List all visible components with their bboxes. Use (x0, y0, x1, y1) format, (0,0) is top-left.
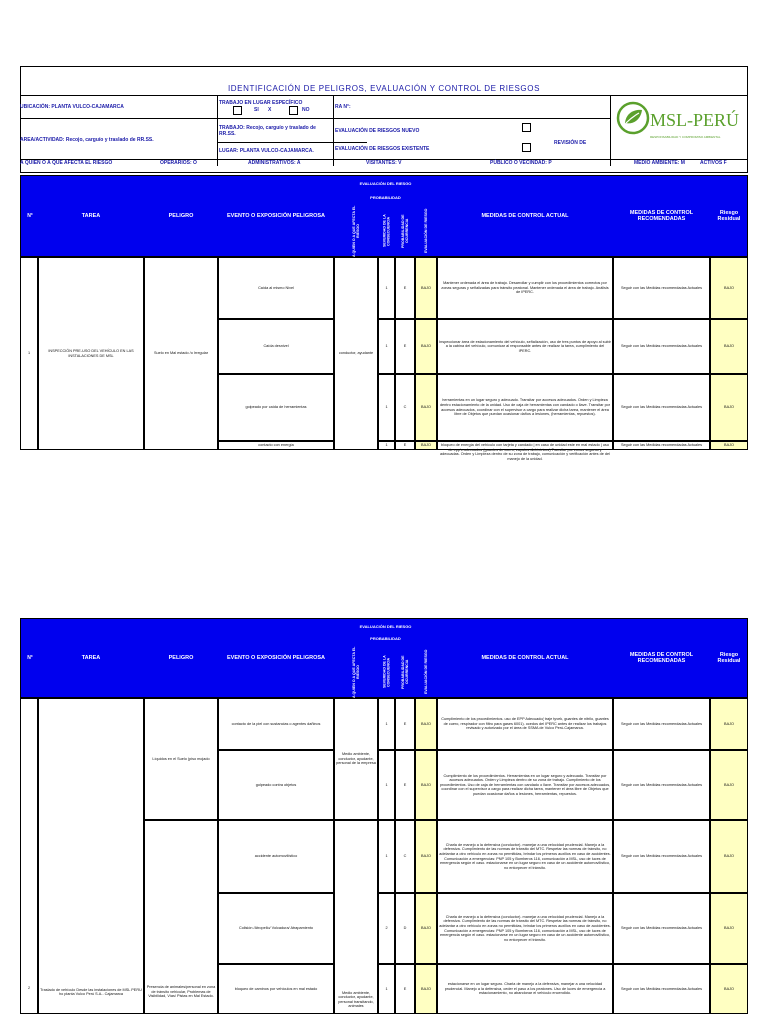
eval-existente-label: EVALUACIÓN DE RIESGOS EXISTENTE (335, 146, 430, 152)
col-evaluacion-riesgo: EVALUACIÓN DE RIESGO (424, 208, 428, 254)
col-evaluacion-riesgo: EVALUACIÓN DE RIESGO (424, 649, 428, 695)
t2-sev: 1 (378, 964, 395, 1014)
t2-res: BAJO (710, 893, 748, 964)
t2-prob: E (395, 964, 415, 1014)
msl-logo (614, 98, 746, 146)
col-probabilidad: PROBABILIDAD (370, 635, 401, 641)
t2-eval: BAJO (415, 750, 437, 820)
col-evaluacion: EVALUACIÓN DEL RIESGO (359, 623, 412, 629)
t2-res: BAJO (710, 820, 748, 893)
t2-sev: 1 (378, 820, 395, 893)
col-severidad: SEVERIDAD DE LA CONSECUENCIA (382, 214, 391, 248)
t2-sev: 1 (378, 750, 395, 820)
ubicacion-label: UBICACIÓN: PLANTA VULCO-CAJAMARCA (20, 104, 124, 110)
eval-nuevo-checkbox[interactable] (522, 123, 531, 132)
col-tarea: TAREA (81, 213, 101, 219)
header-vline-1 (217, 95, 218, 166)
col-prob-ocurrencia: PROBABILIDAD DE OCURRENCIA (401, 214, 409, 248)
t2-res: BAJO (710, 964, 748, 1014)
t2-tarea: Traslado de vehículo Desde las instalaciones de MSL PERU ho planta Vulco Perú S.A.- Cajamarca (38, 698, 144, 1014)
col-evento: EVENTO O EXPOSICIÓN PELIGROSA (226, 213, 325, 219)
t2-prob: D (395, 893, 415, 964)
header-vline-3 (610, 95, 611, 166)
t2-res: BAJO (710, 750, 748, 820)
legend-visitantes: VISITANTES: V (366, 160, 402, 166)
t2-evento: bloqueo de caminos por vehículos en mal estado (218, 964, 334, 1014)
area-actividad-label: AREA/ACTIVIDAD: Recojo, carguío y traslado de RR.SS. (20, 137, 154, 143)
legend-afecta: A QUIEN O A QUE AFECTA EL RIESGO (20, 160, 113, 166)
col-prob-ocurrencia: PROBABILIDAD DE OCURRENCIA (401, 655, 409, 689)
legend-medio-ambiente: MEDIO AMBIENTE: M (634, 160, 685, 166)
t1-sev: 1 (378, 257, 395, 319)
t1-eval: BAJO (415, 374, 437, 441)
t1-eval: BAJO (415, 441, 437, 450)
t1-prob: C (395, 374, 415, 441)
si-label: SI (254, 107, 259, 113)
t2-medida: Cumplimiento de los procedimientos. Herramientas en un lugar seguro y adecuado. Transitar por accesos adecuados. Orden y Limpieza dentro de su zona de trabajo. Cumplimiento de los procedimientos. Uso de caja de herramientas con candado o llave. Transitar por accesos adecuados, coordinar con el supervisor a cargo para realizar dicha tarea, mantener el área libre de Objetos que puedan ocasionar daños a lesiones, herramientas, repuestos. (437, 750, 613, 820)
title-divider (20, 95, 748, 96)
col-medidas-actual: MEDIDAS DE CONTROL ACTUAL (481, 655, 569, 661)
logo-text: MSL-PERÚ (650, 110, 740, 130)
col-riesgo-residual: Riesgo Residual (717, 210, 741, 222)
t2-recom: Seguir con las Medidas recomendadas Actuales (613, 964, 710, 1014)
t2-res: BAJO (710, 698, 748, 750)
t2-sev: 2 (378, 893, 395, 964)
t1-res: BAJO (710, 374, 748, 441)
no-label: NO (302, 107, 310, 113)
t2-evento: golpeado contra objetos (218, 750, 334, 820)
col-probabilidad: PROBABILIDAD (370, 194, 401, 200)
x-mark: X (268, 107, 272, 113)
legend-activos: ACTIVOS F (700, 160, 727, 166)
t1-recom: Seguir con las Medidas recomendadas Actuales (613, 319, 710, 374)
t1-recom: Seguir con las Medidas recomendadas Actuales (613, 257, 710, 319)
t1-peligro: Suelo en Mal estado /o Irregular (144, 257, 218, 450)
eval-existente-checkbox[interactable] (522, 143, 531, 152)
col-medidas-actual: MEDIDAS DE CONTROL ACTUAL (481, 213, 569, 219)
t1-prob: E (395, 319, 415, 374)
t1-res: BAJO (710, 441, 748, 450)
t2-medida: Cumplimiento de los procedimientos. uso de EPP Adecuado( traje tyvek, guantes de nitrilo, guantes de cuero, respirador con filtro para gases 6001). ocedos del IPERC antes de realizar los trabajos revisado y autorizado por el área de SSMA de Vulco Perú-Cajamarca. (437, 698, 613, 750)
t2-eval: BAJO (415, 893, 437, 964)
col-peligro: PELIGRO (168, 213, 194, 219)
t1-evento: Caída al mismo Nivel (218, 257, 334, 319)
t2-evento: contacto de la piel con sustancias o agentes dañinos (218, 698, 334, 750)
t1-afecta: conductor, ayudante (334, 257, 378, 450)
t2-eval: BAJO (415, 820, 437, 893)
t1-tarea: INSPECCIÓN PRE-USO DEL VEHÍCULO EN LAS INSTALACIONES DE MSL (38, 257, 144, 450)
col-evaluacion: EVALUACIÓN DEL RIESGO (359, 180, 412, 186)
leaf-logo-icon (616, 101, 650, 135)
col-a-quien: A QUIEN O A QUE AFECTA EL RIESGO (352, 646, 360, 698)
t2-recom: Seguir con las Medidas recomendadas Actuales (613, 820, 710, 893)
t2-sev: 1 (378, 698, 395, 750)
t2-prob: E (395, 698, 415, 750)
t1-eval: BAJO (415, 257, 437, 319)
t1-prob: E (395, 441, 415, 450)
col-riesgo-residual: Riesgo Residual (717, 652, 741, 664)
t1-sev: 1 (378, 319, 395, 374)
header-hline-2 (217, 142, 367, 143)
si-checkbox[interactable] (233, 106, 242, 115)
t2-eval: BAJO (415, 698, 437, 750)
t2-medida: Charla de manejo a la defensiva (conductor). manejar a una velocidad prudencial. Manejo a la defensiva. Cumplimiento de las normas de tránsito del MTC. Respetar las normas de tránsito, no adelantar a otro vehículo en zonas no permitidas, brindar los primeros auxilios en caso de accidentes. Comunicación a emergencias: PNP 105 y Bomberos 116, comunicación a MSL, uso de luces de emergencia según el caso. estacionarse en un lugar seguro en caso de un accidente automovilístico, no entorpecer el tránsito. (437, 893, 613, 964)
t1-recom: Seguir con las Medidas recomendadas Actuales (613, 441, 710, 450)
eval-nuevo-label: EVALUACIÓN DE RIESGOS NUEVO (335, 128, 420, 134)
t2-prob: C (395, 820, 415, 893)
header-hline-1 (20, 118, 610, 119)
t2-evento: accidente automovilístico (218, 820, 334, 893)
t2-peligro-b: Presencia de animales/personal en zona de tránsito vehicular, Problemas de Visibilidad, Vías/ Pistas en Mal Estado. (144, 820, 218, 1014)
t1-n: 1 (20, 257, 38, 450)
col-a-quien: A QUIEN O A QUE AFECTA EL RIESGO (352, 205, 360, 257)
col-tarea: TAREA (81, 655, 101, 661)
area-n-label: RA N°: (335, 104, 351, 110)
logo-tagline: RESPONSABILIDAD Y COMPROMISO AMBIENTAL (650, 135, 721, 139)
t1-medida: bloqueo de energía del vehículo con tarjeta y candado | en caso de unidad este en mal estado | uso de epp's adecuados (guantes de cuero, zapatos dieléctricos) Transitar por zonas seguras y adecuadas. Orden y Limpieza dentro de su zona de trabajo, comunicación y verificación antes de del manejo de la unidad. (437, 441, 613, 450)
col-n: N° (27, 213, 33, 219)
t1-res: BAJO (710, 257, 748, 319)
t2-afecta-b: Medio ambiente, conductor, ayudante, personal transitando, animales (334, 820, 378, 1014)
col-medidas-recomendadas: MEDIDAS DE CONTROL RECOMENDADAS (629, 652, 694, 664)
legend-publico: PÚBLICO O VECINDAD: P (490, 160, 552, 166)
col-evento: EVENTO O EXPOSICIÓN PELIGROSA (226, 655, 325, 661)
t1-res: BAJO (710, 319, 748, 374)
t1-medida: Inspeccionar área de estacionamiento del vehículo, señalización, uso de tres puntos de apoyo al subir a la cabina del vehículo, comunicar al responsable antes de realizar la tarea, cumplimiento del IPERC. (437, 319, 613, 374)
t2-recom: Seguir con las Medidas recomendadas Actuales (613, 698, 710, 750)
t1-medida: Mantener ordenada el área de trabajo. Desarrollar y cumplir con los procedimientos correctos por zonas seguras y señalizadas para tránsito peatonal. Mantener ordenada el área de trabajo. Análisis de IPERC. (437, 257, 613, 319)
t1-evento: Caída desnivel (218, 319, 334, 374)
t2-n: 2 (20, 698, 38, 1014)
t1-sev: 1 (378, 374, 395, 441)
t1-medida: herramientas en un lugar seguro y adecuado. Transitar por accesos adecuados. Orden y Limpieza dentro estacionamiento de la unidad. Uso de caja de herramientas con candado o llave. Transitar por accesos adecuados, coordinar con el supervisor a cargo para realizar dicha tarea, mantener el área libre de Objetos que puedan ocasionar daños a lesiones, (herramientas, repuestos). (437, 374, 613, 441)
t2-recom: Seguir con las Medidas recomendadas Actuales (613, 893, 710, 964)
col-n: N° (27, 655, 33, 661)
trabajo-label: TRABAJO: Recojo, carguío y traslado de RR.SS. (219, 125, 316, 137)
col-peligro: PELIGRO (168, 655, 194, 661)
t1-sev: 1 (378, 441, 395, 450)
header-vline-2 (333, 95, 334, 166)
t2-eval: BAJO (415, 964, 437, 1014)
t2-recom: Seguir con las Medidas recomendadas Actuales (613, 750, 710, 820)
revision-label: REVISIÓN DE (554, 140, 587, 146)
t2-prob: E (395, 750, 415, 820)
t1-evento: golpeado por caída de herramientas (218, 374, 334, 441)
t2-medida: Charla de manejo a la defensiva (conductor). manejar a una velocidad prudencial. Manejo a la defensiva. Cumplimiento de las normas de tránsito del MTC. Respetar las normas de tránsito, no adelantar a otro vehículo en zonas no permitidas, brindar los primeros auxilios en caso de accidentes. Comunicación a emergencias: PNP 105 y Bomberos 116, comunicación a MSL, uso de luces de emergencia según el caso. estacionarse en un lugar seguro en caso de un accidente automovilístico, no entorpecer el tránsito. (437, 820, 613, 893)
lugar-label: LUGAR: PLANTA VULCO-CAJAMARCA. (219, 148, 314, 154)
trabajo-lugar-label: TRABAJO EN LUGAR ESPECÍFICO (219, 100, 303, 106)
t1-eval: BAJO (415, 319, 437, 374)
t2-evento: Colisión /Atropello/ Volcadura/ Atrapamiento (218, 893, 334, 964)
t2-afecta-a: Medio ambiente, conductor, ayudante, personal de la empresa (334, 698, 378, 820)
t2-medida: estacionarse en un lugar seguro. Charla de manejo a la defensiva, manejar a una velocidad prudencial. Manejo a la defensiva, ceder el paso a los peatones. Uso de luces de emergencia a estacionamiento, no abandonar el vehículo encendido. (437, 964, 613, 1014)
col-severidad: SEVERIDAD DE LA CONSECUENCIA (382, 655, 391, 689)
no-checkbox[interactable] (289, 106, 298, 115)
col-medidas-recomendadas: MEDIDAS DE CONTROL RECOMENDADAS (629, 210, 694, 222)
legend-administrativos: ADMINISTRATIVOS: A (248, 160, 301, 166)
t1-evento: contacto con energía (218, 441, 334, 450)
t2-peligro-a: Líquidos en el Suelo (piso mojado (144, 698, 218, 820)
t1-prob: E (395, 257, 415, 319)
document-title: IDENTIFICACIÓN DE PELIGROS, EVALUACIÓN Y CONTROL DE RIESGOS (227, 83, 541, 93)
legend-operarios: OPERARIOS: O (160, 160, 197, 166)
t1-recom: Seguir con las Medidas recomendadas Actuales (613, 374, 710, 441)
